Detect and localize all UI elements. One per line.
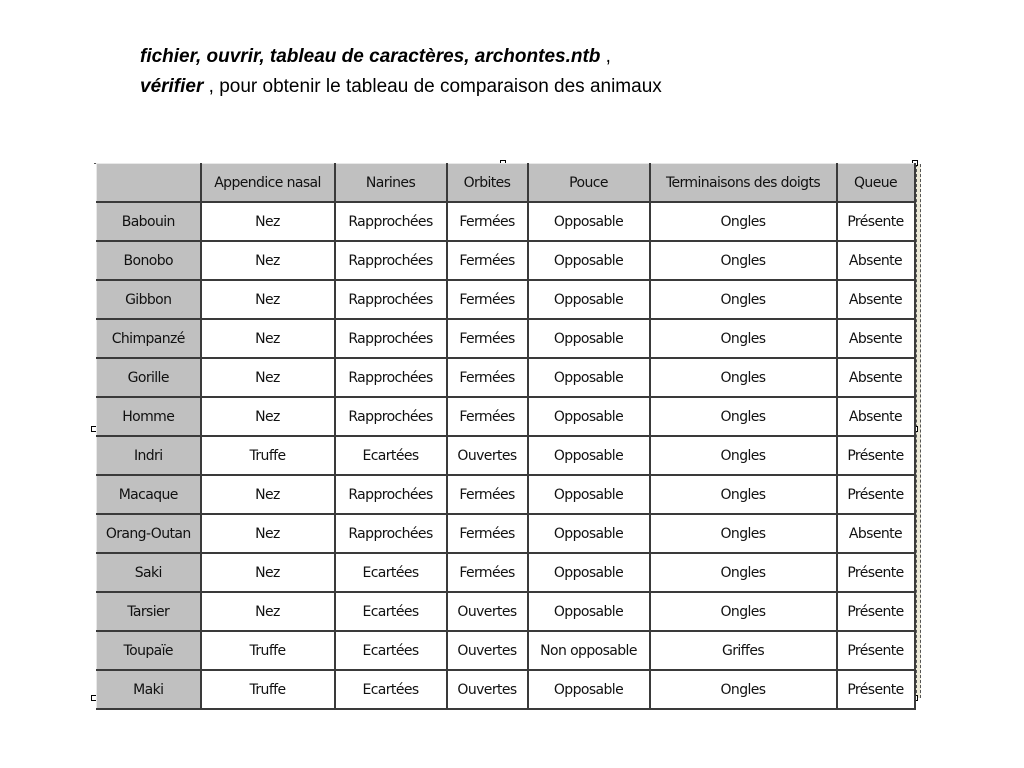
column-header[interactable]: Terminaisons des doigts	[650, 164, 837, 203]
table-cell[interactable]: Présente	[837, 436, 915, 475]
table-cell[interactable]: Ouvertes	[447, 592, 528, 631]
row-header[interactable]: Indri	[97, 436, 201, 475]
table-cell[interactable]: Truffe	[201, 631, 335, 670]
table-cell[interactable]: Fermées	[447, 514, 528, 553]
table-cell[interactable]: Absente	[837, 280, 915, 319]
table-cell[interactable]: Ongles	[650, 436, 837, 475]
table-cell[interactable]: Opposable	[528, 514, 650, 553]
row-header[interactable]: Maki	[97, 670, 201, 709]
table-cell[interactable]: Absente	[837, 241, 915, 280]
table-row	[97, 514, 915, 553]
table-cell[interactable]: Griffes	[650, 631, 837, 670]
row-header[interactable]: Gorille	[97, 358, 201, 397]
table-cell[interactable]: Fermées	[447, 475, 528, 514]
table-cell[interactable]: Présente	[837, 475, 915, 514]
row-header[interactable]: Chimpanzé	[97, 319, 201, 358]
column-header[interactable]: Pouce	[528, 164, 650, 203]
table-row	[97, 319, 915, 358]
table-cell[interactable]: Ongles	[650, 202, 837, 241]
table-cell[interactable]: Présente	[837, 592, 915, 631]
character-table	[96, 163, 916, 710]
table-cell[interactable]: Ongles	[650, 592, 837, 631]
column-header[interactable]: Narines	[335, 164, 447, 203]
table-cell[interactable]: Ecartées	[335, 670, 447, 709]
table-cell[interactable]: Ouvertes	[447, 670, 528, 709]
table-cell[interactable]: Rapprochées	[335, 202, 447, 241]
row-header[interactable]: Toupaïe	[97, 631, 201, 670]
table-cell[interactable]: Nez	[201, 241, 335, 280]
table-cell[interactable]: Opposable	[528, 241, 650, 280]
table-cell[interactable]: Non opposable	[528, 631, 650, 670]
table-cell[interactable]: Absente	[837, 514, 915, 553]
table-row	[97, 436, 915, 475]
table-cell[interactable]: Opposable	[528, 670, 650, 709]
row-header[interactable]: Babouin	[97, 202, 201, 241]
table-cell[interactable]: Fermées	[447, 280, 528, 319]
table-cell[interactable]: Ongles	[650, 670, 837, 709]
header-row	[97, 164, 915, 203]
table-cell[interactable]: Ongles	[650, 514, 837, 553]
table-cell[interactable]: Fermées	[447, 553, 528, 592]
table-cell[interactable]: Nez	[201, 553, 335, 592]
table-cell[interactable]: Ecartées	[335, 553, 447, 592]
table-cell[interactable]: Ongles	[650, 358, 837, 397]
instructions-description: , pour obtenir le tableau de comparaison des animaux	[203, 76, 662, 97]
row-header[interactable]: Orang-Outan	[97, 514, 201, 553]
instructions-line-1	[140, 42, 662, 72]
table-cell[interactable]: Fermées	[447, 241, 528, 280]
table-cell[interactable]: Ongles	[650, 553, 837, 592]
row-header[interactable]: Homme	[97, 397, 201, 436]
instructions-command: fichier, ouvrir, tableau de caractères, archontes.ntb	[140, 46, 601, 67]
table-cell[interactable]: Absente	[837, 397, 915, 436]
table-cell[interactable]: Rapprochées	[335, 514, 447, 553]
column-header[interactable]: Appendice nasal	[201, 164, 335, 203]
table-row	[97, 202, 915, 241]
table-cell[interactable]: Truffe	[201, 436, 335, 475]
instructions-text	[140, 42, 662, 102]
table-cell[interactable]: Ongles	[650, 397, 837, 436]
instructions-separator: ,	[600, 46, 611, 67]
table-cell[interactable]: Opposable	[528, 202, 650, 241]
table-cell[interactable]: Fermées	[447, 202, 528, 241]
table-row	[97, 358, 915, 397]
table-cell[interactable]: Ongles	[650, 241, 837, 280]
table-cell[interactable]: Opposable	[528, 397, 650, 436]
table-cell[interactable]: Nez	[201, 397, 335, 436]
table-cell[interactable]: Opposable	[528, 319, 650, 358]
table-cell[interactable]: Nez	[201, 475, 335, 514]
table-row	[97, 553, 915, 592]
table-cell[interactable]: Ongles	[650, 475, 837, 514]
table-cell[interactable]: Fermées	[447, 319, 528, 358]
table-cell[interactable]: Fermées	[447, 358, 528, 397]
table-cell[interactable]: Absente	[837, 358, 915, 397]
row-header[interactable]: Bonobo	[97, 241, 201, 280]
table-cell[interactable]: Présente	[837, 631, 915, 670]
table-cell[interactable]: Nez	[201, 592, 335, 631]
table-cell[interactable]: Rapprochées	[335, 358, 447, 397]
table-cell[interactable]: Opposable	[528, 553, 650, 592]
table-row	[97, 397, 915, 436]
table-cell[interactable]: Nez	[201, 358, 335, 397]
table-row	[97, 670, 915, 709]
row-header[interactable]: Tarsier	[97, 592, 201, 631]
table-cell[interactable]: Rapprochées	[335, 319, 447, 358]
instructions-verify: vérifier	[140, 76, 204, 97]
table-cell[interactable]: Opposable	[528, 592, 650, 631]
table-cell[interactable]: Nez	[201, 319, 335, 358]
table-cell[interactable]: Présente	[837, 553, 915, 592]
table-cell[interactable]: Rapprochées	[335, 475, 447, 514]
table-cell[interactable]: Ongles	[650, 280, 837, 319]
table-cell[interactable]: Opposable	[528, 358, 650, 397]
table-cell[interactable]: Ecartées	[335, 436, 447, 475]
table-cell[interactable]: Opposable	[528, 436, 650, 475]
table-cell[interactable]: Rapprochées	[335, 397, 447, 436]
table-cell[interactable]: Présente	[837, 670, 915, 709]
table-cell[interactable]: Absente	[837, 319, 915, 358]
table-cell[interactable]: Nez	[201, 202, 335, 241]
corner-cell	[97, 164, 201, 203]
table-row	[97, 631, 915, 670]
table-cell[interactable]: Présente	[837, 202, 915, 241]
table-cell[interactable]: Ecartées	[335, 631, 447, 670]
table-row	[97, 592, 915, 631]
table-cell[interactable]: Opposable	[528, 280, 650, 319]
table-cell[interactable]: Fermées	[447, 397, 528, 436]
table-cell[interactable]: Ecartées	[335, 592, 447, 631]
table-cell[interactable]: Rapprochées	[335, 241, 447, 280]
table-cell[interactable]: Ouvertes	[447, 631, 528, 670]
table-cell[interactable]: Nez	[201, 514, 335, 553]
column-header[interactable]: Orbites	[447, 164, 528, 203]
table-cell[interactable]: Opposable	[528, 475, 650, 514]
table-cell[interactable]: Truffe	[201, 670, 335, 709]
table-row	[97, 475, 915, 514]
table-row	[97, 280, 915, 319]
column-header[interactable]: Queue	[837, 164, 915, 203]
table-row	[97, 241, 915, 280]
instructions-line-2	[140, 72, 662, 102]
table-cell[interactable]: Ouvertes	[447, 436, 528, 475]
row-header[interactable]: Saki	[97, 553, 201, 592]
table-cell[interactable]: Ongles	[650, 319, 837, 358]
row-header[interactable]: Gibbon	[97, 280, 201, 319]
table-cell[interactable]: Nez	[201, 280, 335, 319]
table-cell[interactable]: Rapprochées	[335, 280, 447, 319]
row-header[interactable]: Macaque	[97, 475, 201, 514]
